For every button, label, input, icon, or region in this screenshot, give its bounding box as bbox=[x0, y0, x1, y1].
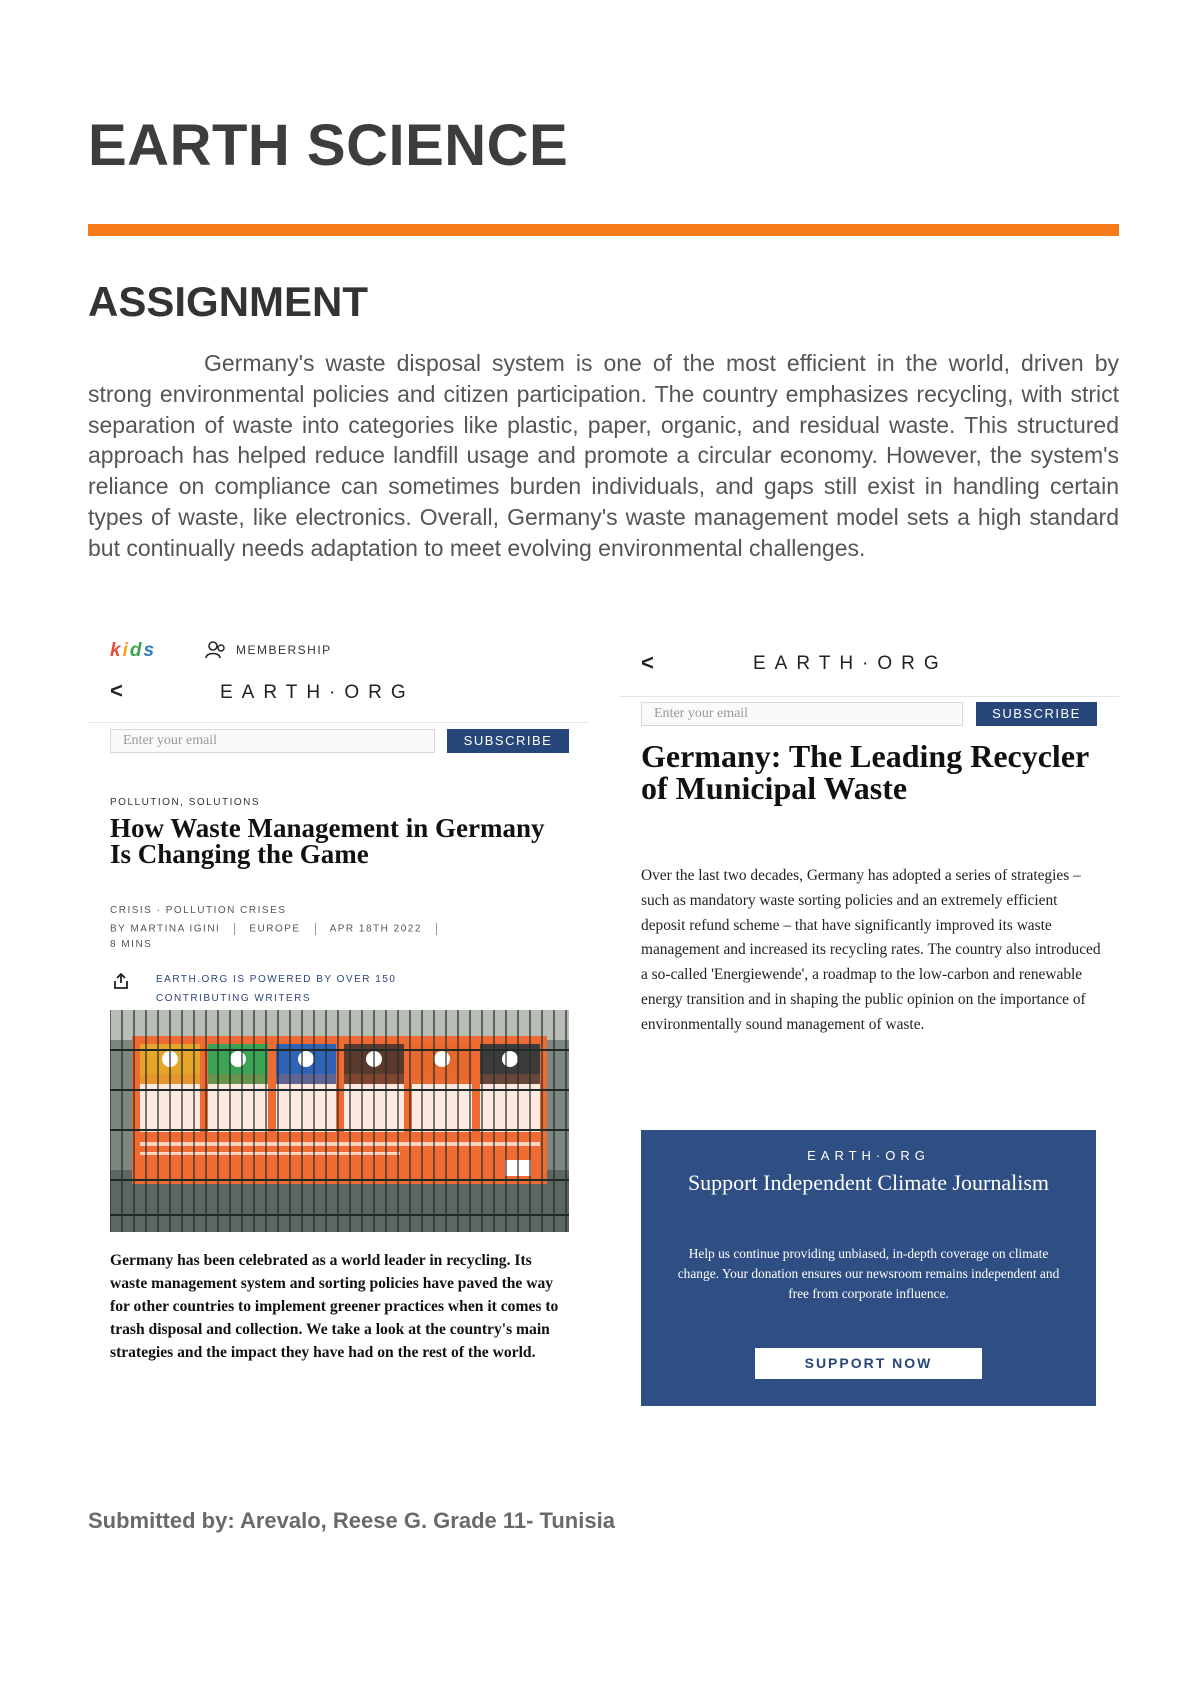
earth-org-logo[interactable]: EARTH·ORG bbox=[753, 653, 948, 674]
assignment-paragraph: Germany's waste disposal system is one of the most efficient in the world, driven by strong environmental policies and citizen participation. The country emphasizes recycling, with strict separation of waste into categories like plastic, paper, organic, and residual waste. This structured approach has helped reduce landfill usage and promote a circular economy. However, the system's reliance on compliance can sometimes burden individuals, and gaps still exist in handling certain types of waste, like electronics. Overall, Germany's waste management model sets a high standard but continually needs adaptation to meet evolving environmental challenges. bbox=[88, 350, 1119, 561]
meta-separator bbox=[436, 923, 437, 935]
article-categories[interactable]: POLLUTION, SOLUTIONS bbox=[110, 797, 261, 808]
orange-divider bbox=[88, 224, 1119, 236]
support-now-button[interactable]: SUPPORT NOW bbox=[755, 1348, 982, 1379]
left-article-screenshot bbox=[88, 630, 588, 1420]
article-body: Over the last two decades, Germany has adopted a series of strategies – such as mandatory waste sorting policies and an extremely efficient deposit refund scheme – that have significantly improved its waste management and increased its recycling rates. The country also introduced a so-called 'Energiewende', a roadmap to the low-carbon and renewable energy transition and in shaping the public opinion on the importance of environmentally sound management of waste. bbox=[641, 867, 1101, 1033]
subscribe-button[interactable]: SUBSCRIBE bbox=[976, 702, 1097, 726]
email-input[interactable]: Enter your email bbox=[110, 729, 435, 753]
bin-icon bbox=[298, 1051, 314, 1067]
bin-sign-band bbox=[208, 1074, 268, 1084]
kids-logo[interactable] bbox=[110, 640, 156, 662]
membership-icon[interactable] bbox=[204, 640, 228, 660]
nav-divider bbox=[619, 696, 1119, 697]
back-arrow-icon[interactable]: < bbox=[641, 650, 654, 675]
submission-footer: Submitted by: Arevalo, Reese G. Grade 11- Tunisia bbox=[88, 1508, 615, 1533]
subscribe-button[interactable]: SUBSCRIBE bbox=[447, 729, 569, 753]
bin-sign-body bbox=[276, 1084, 336, 1132]
article-body: Germany has been celebrated as a world leader in recycling. Its waste management system and sorting policies have paved the way for other countries to implement greener practices when it comes to trash disposal and collection. We take a look at the country's main strategies and the impact they have had on the rest of the world. bbox=[110, 1252, 559, 1361]
membership-link[interactable]: MEMBERSHIP bbox=[236, 643, 332, 657]
bin-icon bbox=[434, 1051, 450, 1067]
support-banner bbox=[641, 1130, 1096, 1406]
back-arrow-icon[interactable]: < bbox=[110, 678, 123, 703]
meta-separator bbox=[315, 923, 316, 935]
bin-icon bbox=[502, 1051, 518, 1067]
bin-sign-band bbox=[276, 1074, 336, 1084]
email-input[interactable]: Enter your email bbox=[641, 702, 963, 726]
kids-logo-letter: s bbox=[143, 640, 157, 661]
kids-logo-letter: i bbox=[122, 640, 130, 661]
region[interactable]: EUROPE bbox=[249, 923, 301, 935]
bin-sign-body bbox=[412, 1084, 472, 1132]
bin-sign-band bbox=[412, 1074, 472, 1084]
document-title: EARTH SCIENCE bbox=[88, 113, 569, 178]
article-title: How Waste Management in Germany Is Changing the Game bbox=[110, 813, 545, 869]
bin-sign-band bbox=[480, 1074, 540, 1084]
read-time: 8 MINS bbox=[110, 939, 153, 950]
support-title: Support Independent Climate Journalism bbox=[687, 1170, 1050, 1195]
right-article-screenshot bbox=[619, 640, 1119, 1420]
kids-logo-letter: k bbox=[110, 640, 123, 661]
bin-icon bbox=[230, 1051, 246, 1067]
section-heading: ASSIGNMENT bbox=[88, 278, 369, 325]
article-tags[interactable]: CRISIS · POLLUTION CRISES bbox=[110, 905, 287, 916]
earth-org-logo[interactable]: EARTH·ORG bbox=[220, 682, 415, 703]
powered-by-note[interactable]: EARTH.ORG IS POWERED BY OVER 150 CONTRIBUTING WRITERS bbox=[156, 974, 397, 1004]
meta-separator bbox=[234, 923, 235, 935]
author[interactable]: BY MARTINA IGINI bbox=[110, 923, 221, 935]
recycling-bins-photo bbox=[110, 1010, 569, 1232]
support-brand: EARTH·ORG bbox=[807, 1148, 930, 1163]
kids-logo-letter: d bbox=[129, 640, 144, 661]
bin-sign-body bbox=[208, 1084, 268, 1132]
article-title: Germany: The Leading Recycler of Municipal Waste bbox=[641, 738, 1089, 806]
support-text: Help us continue providing unbiased, in-depth coverage on climate change. Your donation ensures our newsroom remains independent and free from corporate influence. bbox=[677, 1246, 1060, 1301]
article-meta bbox=[110, 923, 451, 935]
bin-sign-body bbox=[480, 1084, 540, 1132]
share-icon[interactable] bbox=[112, 972, 130, 990]
nav-divider bbox=[88, 722, 588, 723]
publish-date: APR 18TH 2022 bbox=[329, 923, 422, 935]
